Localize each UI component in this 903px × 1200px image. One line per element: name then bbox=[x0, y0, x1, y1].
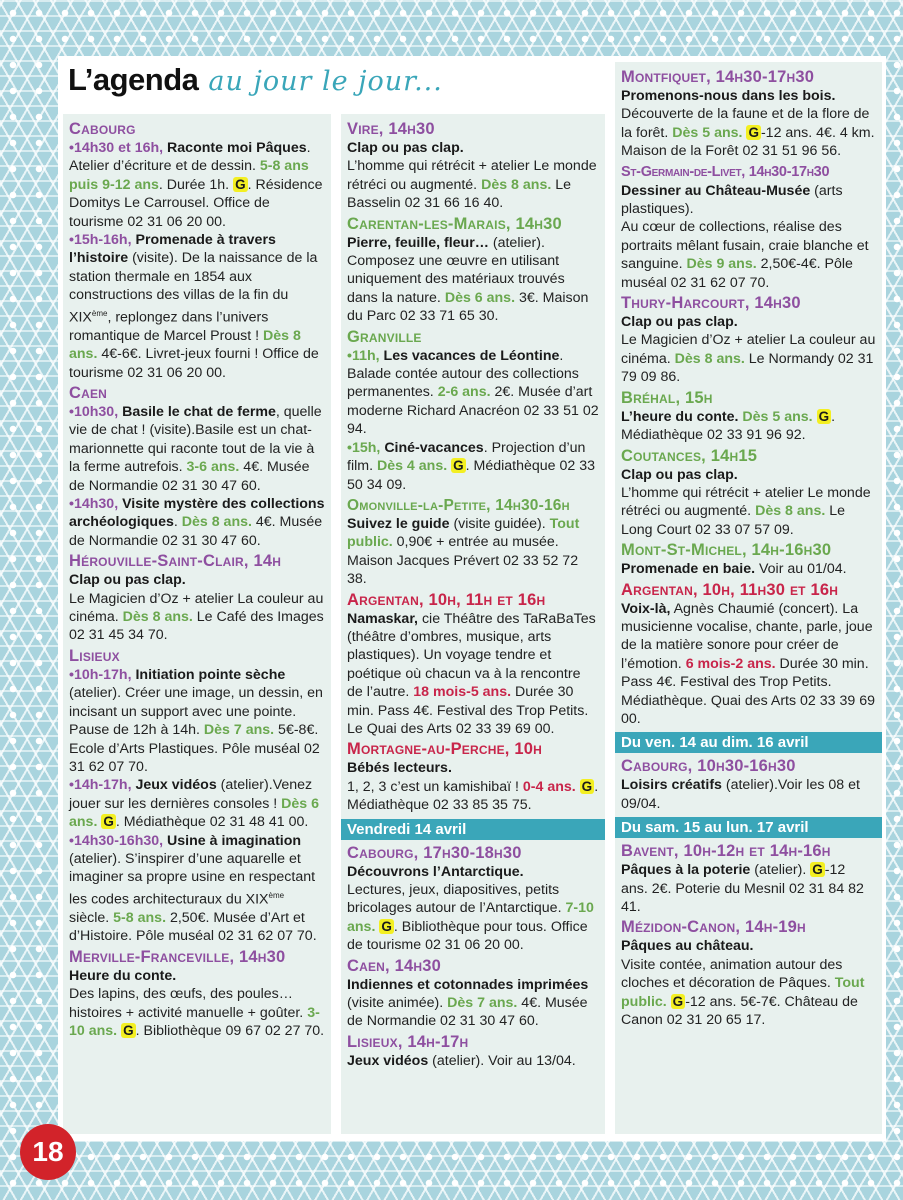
column-left bbox=[63, 114, 331, 1134]
town-caen: Caen bbox=[69, 384, 108, 403]
event-cabourg-vendredi: Découvrons l’Antarctique. Lectures, jeux, diapositives, petits bricolages autour de l’Antarctique. 7-10 ans. G . Bibliothèque pour tous. Office de tourisme 02 31 06 20 00. bbox=[347, 863, 594, 954]
date-band-ven-dim: Du ven. 14 au dim. 16 avril bbox=[615, 732, 882, 753]
event-cabourg-2: •15h-16h, Promenade à travers l’histoire (visite). De la naissance de la station thermale en 1854 aux constructions des villas de la fin du XIXème, replongez dans l’univers romantique de Marcel Proust ! Dès 8 ans. 4€-6€. Livret-jeux fourni ! Office de tourisme 02 31 06 20 00. bbox=[69, 232, 319, 381]
event-caen-vendredi: Indiennes et cotonnades imprimées (visite animée). Dès 7 ans. 4€. Musée de Normandie 02 31 30 47 60. bbox=[347, 976, 589, 1030]
event-carentan: Pierre, feuille, fleur… (atelier). Composez une œuvre en utilisant uniquement des matériaux trouvés dans la nature. Dès 6 ans. 3€. Maison du Parc 02 33 71 65 30. bbox=[347, 234, 589, 325]
event-coutances: Clap ou pas clap. L’homme qui rétrécit + atelier Le monde rétréci ou augmenté. Dès 8 ans. Le Long Court 02 33 07 57 09. bbox=[621, 466, 871, 538]
event-granville-2: •15h, Ciné-vacances. Projection d’un film. Dès 4 ans. G . Médiathèque 02 33 50 34 09. bbox=[347, 439, 596, 493]
town-mortagne: Mortagne-au-Perche, 10h bbox=[347, 740, 542, 759]
free-badge-icon: G bbox=[381, 918, 392, 934]
event-argentan-2: Voix-là, Agnès Chaumié (concert). La musicienne vocalise, chante, parle, joue de la matière sonore pour créer de l’émotion. 6 mois-2 ans. Durée 30 min. Pass 4€. Festival des Trop Petits. Médiathèque. Quai des Arts 02 33 39 69 00. bbox=[621, 600, 875, 727]
title-main: L’agenda bbox=[68, 62, 199, 97]
town-mont-st-michel: Mont-St-Michel, 14h-16h30 bbox=[621, 541, 832, 560]
event-granville-1: •11h, Les vacances de Léontine. Balade contée autour des collections permanentes. 2-6 ans. 2€. Musée d’art moderne Richard Anacréon 02 33 51 02 94. bbox=[347, 347, 599, 438]
event-argentan: Namaskar, cie Théâtre des TaRaBaTes (théâtre d’ombres, musique, arts plastiques). Un voyage tendre et poétique où chacun va à la rencontre de l’autre. 18 mois-5 ans. Durée 30 min. Pass 4€. Festival des Trop Petits. Le Quai des Arts 02 33 39 69 00. bbox=[347, 610, 596, 737]
event-caen-1: •10h30, Basile le chat de ferme, quelle vie de chat ! (visite).Basile est un chat-marionnette qui raconte tout de la vie à la ferme autrefois. 3-6 ans. 4€. Musée de Normandie 02 31 30 47 60. bbox=[69, 404, 322, 494]
town-argentan: Argentan, 10h, 11h et 16h bbox=[347, 590, 546, 609]
town-mezidon-canon: Mézidon-Canon, 14h-19h bbox=[621, 918, 806, 937]
town-bavent: Bavent, 10h-12h et 14h-16h bbox=[621, 842, 831, 861]
event-bavent: Pâques à la poterie (atelier). G -12 ans. 2€. Poterie du Mesnil 02 31 84 82 41. bbox=[621, 862, 864, 915]
event-omonville: Suivez le guide (visite guidée). Tout public. 0,90€ + entrée au musée. Maison Jacques Prévert 02 33 52 72 38. bbox=[347, 515, 580, 588]
free-badge-icon: G bbox=[672, 993, 684, 1009]
town-vire: Vire, 14h30 bbox=[347, 120, 435, 138]
free-badge-icon: G bbox=[748, 124, 759, 140]
town-cabourg-3: Cabourg, 10h30-16h30 bbox=[621, 757, 796, 776]
event-thury-harcourt: Clap ou pas clap. Le Magicien d’Oz + atelier La couleur au cinéma. Dès 8 ans. Le Normandy 02 31 79 09 86. bbox=[621, 314, 876, 386]
free-badge-icon: G bbox=[581, 778, 593, 794]
town-merville: Merville-Franceville, 14h30 bbox=[69, 947, 286, 966]
event-brehal: L’heure du conte. Dès 5 ans. G . Médiathèque 02 33 91 96 92. bbox=[621, 408, 836, 444]
event-herouville: Clap ou pas clap. Le Magicien d’Oz + atelier La couleur au cinéma. Dès 8 ans. Le Café des Images 02 31 45 34 70. bbox=[69, 572, 324, 644]
column-right bbox=[615, 62, 882, 1134]
column-middle bbox=[341, 114, 605, 1134]
event-mortagne: Bébés lecteurs. 1, 2, 3 c’est un kamishibaï ! 0-4 ans. G . Médiathèque 02 33 85 35 75. bbox=[347, 760, 599, 814]
event-lisieux-2: •14h-17h, Jeux vidéos (atelier).Venez jouer sur les dernières consoles ! Dès 6 ans. G . Médiathèque 02 31 48 41 00. bbox=[69, 777, 319, 831]
page-title bbox=[68, 62, 443, 102]
town-thury-harcourt: Thury-Harcourt, 14h30 bbox=[621, 294, 801, 313]
town-lisieux-vendredi: Lisieux, 14h-17h bbox=[347, 1032, 469, 1051]
town-omonville: Omonville-la-Petite, 14h30-16h bbox=[347, 496, 570, 514]
event-lisieux-1: •10h-17h, Initiation pointe sèche (atelier). Créer une image, un dessin, en incisant un support avec une pointe. Pause de 12h à 14h. Dès 7 ans. 5€-8€. Ecole d’Arts Plastiques. Pôle muséal 02 31 62 07 70. bbox=[69, 666, 323, 775]
event-lisieux-vendredi: Jeux vidéos (atelier). Voir au 13/04. bbox=[347, 1052, 576, 1069]
date-band-vendredi: Vendredi 14 avril bbox=[341, 819, 605, 840]
free-badge-icon: G bbox=[123, 1022, 134, 1038]
free-badge-icon: G bbox=[103, 814, 114, 830]
free-badge-icon: G bbox=[818, 408, 830, 424]
free-badge-icon: G bbox=[812, 862, 823, 878]
event-cabourg-1: •14h30 et 16h, Raconte moi Pâques. Atelier d’écriture et de dessin. 5-8 ans puis 9-12 ans. Durée 1h. G . Résidence Domitys Le Carrousel. Office de tourisme 02 31 06 20 00. bbox=[69, 140, 323, 230]
event-mezidon-canon: Pâques au château. Visite contée, animation autour des cloches et décoration de Pâques. Tout public. G -12 ans. 5€-7€. Château de Canon 02 31 20 65 17. bbox=[621, 938, 865, 1029]
event-lisieux-3: •14h30-16h30, Usine à imagination (atelier). S’inspirer d’une aquarelle et imaginer sa propre usine en respectant les codes architecturaux du XIXème siècle. 5-8 ans. 2,50€. Musée d’Art et d’Histoire. Pôle muséal 02 31 62 07 70. bbox=[69, 832, 317, 945]
town-brehal: Bréhal, 15h bbox=[621, 388, 713, 407]
town-st-germain: St-Germain-de-Livet, 14h30-17h30 bbox=[621, 163, 830, 180]
page-number: 18 bbox=[20, 1124, 76, 1180]
town-montfiquet: Montfiquet, 14h30-17h30 bbox=[621, 68, 815, 86]
town-cabourg-vendredi: Cabourg, 17h30-18h30 bbox=[347, 843, 522, 862]
event-mont-st-michel: Promenade en baie. Voir au 01/04. bbox=[621, 561, 847, 578]
free-badge-icon: G bbox=[453, 458, 464, 474]
event-cabourg-3: Loisirs créatifs (atelier).Voir les 08 et 09/04. bbox=[621, 777, 860, 812]
town-cabourg: Cabourg bbox=[69, 120, 136, 138]
event-merville: Heure du conte. Des lapins, des œufs, des poules… histoires + activité manuelle + goûter. 3-10 ans. G . Bibliothèque 09 67 02 27 70. bbox=[69, 967, 325, 1039]
free-badge-icon: G bbox=[235, 176, 246, 192]
town-argentan-2: Argentan, 10h, 11h30 et 16h bbox=[621, 580, 839, 599]
event-st-germain: Dessiner au Château-Musée (arts plastiques). Au cœur de collections, réalise des portraits mêlant fusain, craie blanche et sanguine. Dès 9 ans. 2,50€-4€. Pôle muséal 02 31 62 07 70. bbox=[621, 182, 869, 291]
title-subtitle: au jour le jour... bbox=[208, 66, 443, 97]
town-carentan: Carentan-les-Marais, 14h30 bbox=[347, 214, 562, 233]
date-band-sam-lun: Du sam. 15 au lun. 17 avril bbox=[615, 817, 882, 838]
town-herouville: Hérouville-Saint-Clair, 14h bbox=[69, 552, 282, 571]
event-caen-2: •14h30, Visite mystère des collections archéologiques. Dès 8 ans. 4€. Musée de Normandie 02 31 30 47 60. bbox=[69, 496, 325, 549]
event-montfiquet: Promenons-nous dans les bois. Découverte de la faune et de la flore de la forêt. Dès 5 ans. G -12 ans. 4€. 4 km. Maison de la Forêt 02 31 51 96 56. bbox=[621, 88, 875, 160]
event-vire: Clap ou pas clap. L’homme qui rétrécit + atelier Le monde rétréci ou augmenté. Dès 8 ans. Le Basselin 02 31 66 16 40. bbox=[347, 140, 597, 212]
town-lisieux: Lisieux bbox=[69, 646, 120, 665]
town-caen-vendredi: Caen, 14h30 bbox=[347, 956, 441, 975]
town-coutances: Coutances, 14h15 bbox=[621, 446, 758, 465]
town-granville: Granville bbox=[347, 327, 422, 346]
